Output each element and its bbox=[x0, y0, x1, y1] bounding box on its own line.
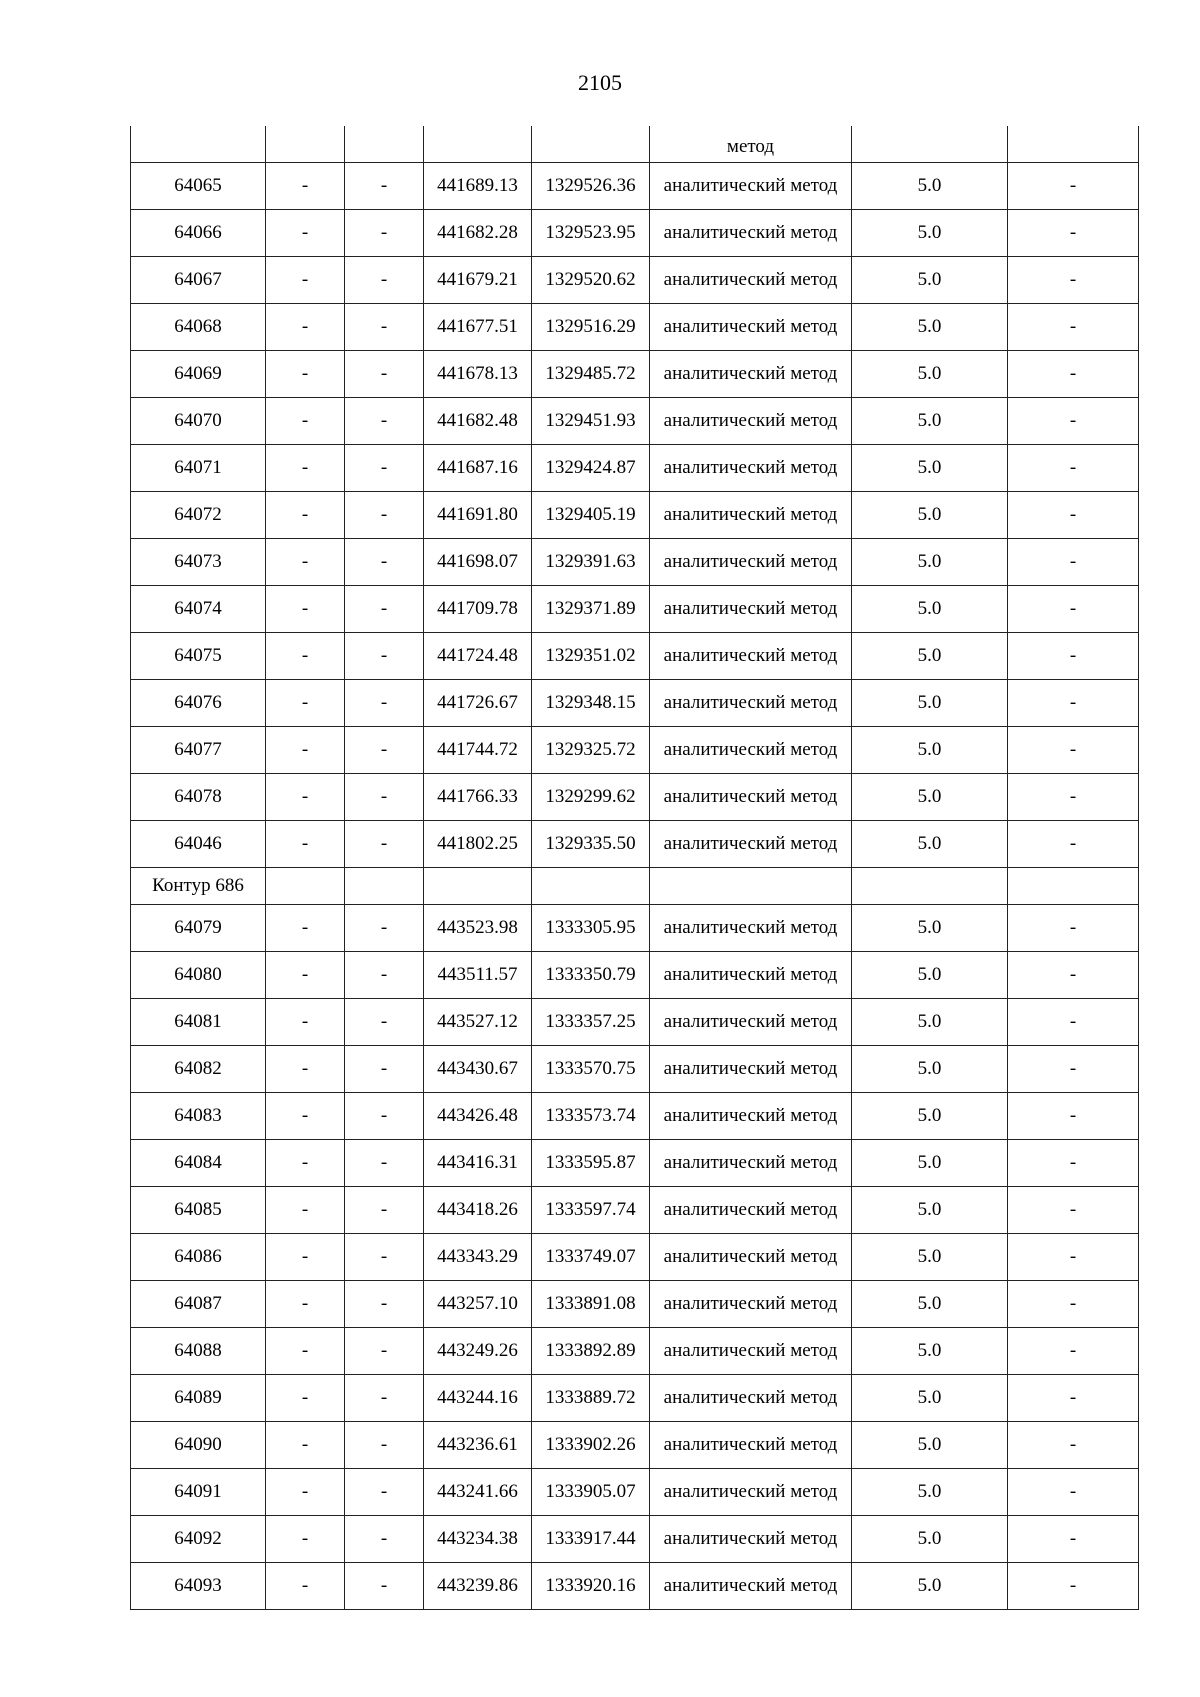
continuation-row bbox=[131, 126, 1139, 163]
method-cell: аналитический метод bbox=[650, 586, 852, 633]
col2-cell: - bbox=[266, 727, 345, 774]
accuracy-cell: 5.0 bbox=[852, 905, 1008, 952]
last-col-cell: - bbox=[1008, 1563, 1139, 1610]
point-id-cell: 64066 bbox=[131, 210, 266, 257]
table-row bbox=[131, 1140, 1139, 1187]
y-coordinate-cell: 1333305.95 bbox=[532, 905, 650, 952]
col3-cell: - bbox=[345, 1422, 424, 1469]
col3-cell: - bbox=[345, 1093, 424, 1140]
point-id-cell: 64081 bbox=[131, 999, 266, 1046]
last-col-cell: - bbox=[1008, 952, 1139, 999]
y-coordinate-cell: 1333357.25 bbox=[532, 999, 650, 1046]
method-cell: аналитический метод bbox=[650, 1469, 852, 1516]
y-coordinate-cell: 1329371.89 bbox=[532, 586, 650, 633]
col2-cell: - bbox=[266, 210, 345, 257]
method-cell: аналитический метод bbox=[650, 1375, 852, 1422]
point-id-cell: 64087 bbox=[131, 1281, 266, 1328]
y-coordinate-cell: 1329335.50 bbox=[532, 821, 650, 868]
table-row bbox=[131, 821, 1139, 868]
accuracy-cell: 5.0 bbox=[852, 774, 1008, 821]
point-id-cell: 64067 bbox=[131, 257, 266, 304]
col2-cell: - bbox=[266, 1046, 345, 1093]
x-coordinate-cell: 441678.13 bbox=[424, 351, 532, 398]
point-id-cell: 64046 bbox=[131, 821, 266, 868]
last-col-cell: - bbox=[1008, 163, 1139, 210]
method-cell: аналитический метод bbox=[650, 492, 852, 539]
x-coordinate-cell: 441726.67 bbox=[424, 680, 532, 727]
last-col-cell: - bbox=[1008, 304, 1139, 351]
accuracy-cell: 5.0 bbox=[852, 1516, 1008, 1563]
point-id-cell: 64086 bbox=[131, 1234, 266, 1281]
table-row bbox=[131, 210, 1139, 257]
col2-cell: - bbox=[266, 586, 345, 633]
last-col-cell: - bbox=[1008, 1328, 1139, 1375]
accuracy-cell: 5.0 bbox=[852, 210, 1008, 257]
table-row bbox=[131, 999, 1139, 1046]
point-id-cell: 64065 bbox=[131, 163, 266, 210]
col3-cell: - bbox=[345, 999, 424, 1046]
last-col-cell: - bbox=[1008, 1469, 1139, 1516]
last-col-cell: - bbox=[1008, 727, 1139, 774]
last-col-cell: - bbox=[1008, 1140, 1139, 1187]
accuracy-cell: 5.0 bbox=[852, 492, 1008, 539]
accuracy-cell: 5.0 bbox=[852, 351, 1008, 398]
col2-cell: - bbox=[266, 163, 345, 210]
y-coordinate-cell: 1329351.02 bbox=[532, 633, 650, 680]
accuracy-cell: 5.0 bbox=[852, 1375, 1008, 1422]
x-coordinate-cell: 441691.80 bbox=[424, 492, 532, 539]
table-row bbox=[131, 727, 1139, 774]
point-id-cell: 64078 bbox=[131, 774, 266, 821]
table-row bbox=[131, 539, 1139, 586]
x-coordinate-cell: 443343.29 bbox=[424, 1234, 532, 1281]
table-row bbox=[131, 163, 1139, 210]
method-cell: метод bbox=[650, 126, 852, 163]
table-row bbox=[131, 952, 1139, 999]
table-row bbox=[131, 633, 1139, 680]
accuracy-cell: 5.0 bbox=[852, 821, 1008, 868]
col2-cell: - bbox=[266, 492, 345, 539]
method-cell: аналитический метод bbox=[650, 257, 852, 304]
col3-cell: - bbox=[345, 539, 424, 586]
method-cell: аналитический метод bbox=[650, 952, 852, 999]
col3-cell: - bbox=[345, 163, 424, 210]
accuracy-cell: 5.0 bbox=[852, 1328, 1008, 1375]
point-id-cell: 64068 bbox=[131, 304, 266, 351]
accuracy-cell: 5.0 bbox=[852, 539, 1008, 586]
y-coordinate-cell: 1333597.74 bbox=[532, 1187, 650, 1234]
col3-cell: - bbox=[345, 1328, 424, 1375]
method-cell: аналитический метод bbox=[650, 1563, 852, 1610]
accuracy-cell: 5.0 bbox=[852, 1187, 1008, 1234]
y-coordinate-cell: 1329451.93 bbox=[532, 398, 650, 445]
method-cell: аналитический метод bbox=[650, 680, 852, 727]
col3-cell: - bbox=[345, 952, 424, 999]
y-coordinate-cell: 1333889.72 bbox=[532, 1375, 650, 1422]
y-coordinate-cell: 1329485.72 bbox=[532, 351, 650, 398]
point-id-cell: 64069 bbox=[131, 351, 266, 398]
col2-cell: - bbox=[266, 905, 345, 952]
col3-cell: - bbox=[345, 680, 424, 727]
point-id-cell: 64077 bbox=[131, 727, 266, 774]
point-id-cell: 64088 bbox=[131, 1328, 266, 1375]
col3-cell: - bbox=[345, 1469, 424, 1516]
x-coordinate-cell: 441679.21 bbox=[424, 257, 532, 304]
col2-cell: - bbox=[266, 1563, 345, 1610]
last-col-cell: - bbox=[1008, 1187, 1139, 1234]
point-id-cell: 64085 bbox=[131, 1187, 266, 1234]
last-col-cell: - bbox=[1008, 1281, 1139, 1328]
point-id-cell: 64090 bbox=[131, 1422, 266, 1469]
accuracy-cell: 5.0 bbox=[852, 1140, 1008, 1187]
y-coordinate-cell: 1329391.63 bbox=[532, 539, 650, 586]
table-row bbox=[131, 774, 1139, 821]
method-cell: аналитический метод bbox=[650, 1093, 852, 1140]
col2-cell: - bbox=[266, 1469, 345, 1516]
col2-cell: - bbox=[266, 1375, 345, 1422]
page-number: 2105 bbox=[578, 70, 622, 95]
col3-cell: - bbox=[345, 351, 424, 398]
x-coordinate-cell: 443234.38 bbox=[424, 1516, 532, 1563]
col2-cell: - bbox=[266, 398, 345, 445]
point-id-cell: 64075 bbox=[131, 633, 266, 680]
method-cell: аналитический метод bbox=[650, 210, 852, 257]
accuracy-cell: 5.0 bbox=[852, 1422, 1008, 1469]
point-id-cell: 64092 bbox=[131, 1516, 266, 1563]
table-row bbox=[131, 492, 1139, 539]
x-coordinate-cell: 441682.48 bbox=[424, 398, 532, 445]
point-id-cell: 64091 bbox=[131, 1469, 266, 1516]
col2-cell: - bbox=[266, 257, 345, 304]
col3-cell: - bbox=[345, 1140, 424, 1187]
last-col-cell: - bbox=[1008, 445, 1139, 492]
last-col-cell: - bbox=[1008, 539, 1139, 586]
y-coordinate-cell: 1333749.07 bbox=[532, 1234, 650, 1281]
point-id-cell: 64093 bbox=[131, 1563, 266, 1610]
last-col-cell: - bbox=[1008, 680, 1139, 727]
method-cell: аналитический метод bbox=[650, 445, 852, 492]
y-coordinate-cell: 1329526.36 bbox=[532, 163, 650, 210]
y-coordinate-cell: 1333905.07 bbox=[532, 1469, 650, 1516]
table-row bbox=[131, 680, 1139, 727]
accuracy-cell: 5.0 bbox=[852, 1469, 1008, 1516]
table-row bbox=[131, 1187, 1139, 1234]
x-coordinate-cell: 443236.61 bbox=[424, 1422, 532, 1469]
last-col-cell: - bbox=[1008, 905, 1139, 952]
col2-cell: - bbox=[266, 952, 345, 999]
col3-cell: - bbox=[345, 633, 424, 680]
last-col-cell: - bbox=[1008, 821, 1139, 868]
col3-cell: - bbox=[345, 586, 424, 633]
x-coordinate-cell: 441802.25 bbox=[424, 821, 532, 868]
coordinates-table bbox=[130, 126, 1139, 1610]
point-id-cell: 64071 bbox=[131, 445, 266, 492]
y-coordinate-cell: 1329299.62 bbox=[532, 774, 650, 821]
y-coordinate-cell: 1333573.74 bbox=[532, 1093, 650, 1140]
y-coordinate-cell: 1329348.15 bbox=[532, 680, 650, 727]
col2-cell: - bbox=[266, 1187, 345, 1234]
y-coordinate-cell: 1333920.16 bbox=[532, 1563, 650, 1610]
point-id-cell: 64073 bbox=[131, 539, 266, 586]
last-col-cell: - bbox=[1008, 633, 1139, 680]
method-cell: аналитический метод bbox=[650, 1046, 852, 1093]
table-row bbox=[131, 304, 1139, 351]
method-cell: аналитический метод bbox=[650, 1328, 852, 1375]
table-body bbox=[131, 126, 1139, 1610]
table-row bbox=[131, 1469, 1139, 1516]
x-coordinate-cell: 443523.98 bbox=[424, 905, 532, 952]
y-coordinate-cell: 1333595.87 bbox=[532, 1140, 650, 1187]
method-cell: аналитический метод bbox=[650, 351, 852, 398]
table-row bbox=[131, 1375, 1139, 1422]
col2-cell: - bbox=[266, 1234, 345, 1281]
method-cell: аналитический метод bbox=[650, 163, 852, 210]
section-row bbox=[131, 868, 1139, 905]
y-coordinate-cell: 1329405.19 bbox=[532, 492, 650, 539]
col3-cell: - bbox=[345, 257, 424, 304]
col3-cell: - bbox=[345, 304, 424, 351]
x-coordinate-cell: 441687.16 bbox=[424, 445, 532, 492]
y-coordinate-cell: 1333891.08 bbox=[532, 1281, 650, 1328]
accuracy-cell: 5.0 bbox=[852, 586, 1008, 633]
col2-cell: - bbox=[266, 1328, 345, 1375]
last-col-cell: - bbox=[1008, 492, 1139, 539]
accuracy-cell: 5.0 bbox=[852, 727, 1008, 774]
x-coordinate-cell: 443244.16 bbox=[424, 1375, 532, 1422]
last-col-cell: - bbox=[1008, 1093, 1139, 1140]
col2-cell: - bbox=[266, 351, 345, 398]
accuracy-cell: 5.0 bbox=[852, 398, 1008, 445]
point-id-cell: 64084 bbox=[131, 1140, 266, 1187]
last-col-cell: - bbox=[1008, 1422, 1139, 1469]
y-coordinate-cell: 1333892.89 bbox=[532, 1328, 650, 1375]
method-cell: аналитический метод bbox=[650, 1187, 852, 1234]
accuracy-cell: 5.0 bbox=[852, 680, 1008, 727]
accuracy-cell: 5.0 bbox=[852, 1563, 1008, 1610]
last-col-cell: - bbox=[1008, 1516, 1139, 1563]
col3-cell: - bbox=[345, 1375, 424, 1422]
accuracy-cell: 5.0 bbox=[852, 633, 1008, 680]
x-coordinate-cell: 443426.48 bbox=[424, 1093, 532, 1140]
table-row bbox=[131, 1563, 1139, 1610]
col3-cell: - bbox=[345, 1563, 424, 1610]
col2-cell: - bbox=[266, 304, 345, 351]
x-coordinate-cell: 441677.51 bbox=[424, 304, 532, 351]
y-coordinate-cell: 1333570.75 bbox=[532, 1046, 650, 1093]
y-coordinate-cell: 1329424.87 bbox=[532, 445, 650, 492]
y-coordinate-cell: 1329516.29 bbox=[532, 304, 650, 351]
col2-cell: - bbox=[266, 1516, 345, 1563]
x-coordinate-cell: 443241.66 bbox=[424, 1469, 532, 1516]
table-row bbox=[131, 1234, 1139, 1281]
col2-cell: - bbox=[266, 633, 345, 680]
accuracy-cell: 5.0 bbox=[852, 1281, 1008, 1328]
method-cell: аналитический метод bbox=[650, 821, 852, 868]
last-col-cell: - bbox=[1008, 257, 1139, 304]
col2-cell: - bbox=[266, 1422, 345, 1469]
x-coordinate-cell: 441766.33 bbox=[424, 774, 532, 821]
x-coordinate-cell: 441724.48 bbox=[424, 633, 532, 680]
accuracy-cell: 5.0 bbox=[852, 163, 1008, 210]
col3-cell: - bbox=[345, 492, 424, 539]
x-coordinate-cell: 443249.26 bbox=[424, 1328, 532, 1375]
y-coordinate-cell: 1333350.79 bbox=[532, 952, 650, 999]
last-col-cell: - bbox=[1008, 586, 1139, 633]
accuracy-cell: 5.0 bbox=[852, 257, 1008, 304]
x-coordinate-cell: 441744.72 bbox=[424, 727, 532, 774]
point-id-cell: 64076 bbox=[131, 680, 266, 727]
point-id-cell: 64083 bbox=[131, 1093, 266, 1140]
col3-cell: - bbox=[345, 210, 424, 257]
last-col-cell: - bbox=[1008, 774, 1139, 821]
point-id-cell: 64080 bbox=[131, 952, 266, 999]
method-cell: аналитический метод bbox=[650, 304, 852, 351]
col3-cell: - bbox=[345, 774, 424, 821]
last-col-cell: - bbox=[1008, 1046, 1139, 1093]
col3-cell: - bbox=[345, 1516, 424, 1563]
table-row bbox=[131, 445, 1139, 492]
x-coordinate-cell: 441709.78 bbox=[424, 586, 532, 633]
table-row bbox=[131, 1328, 1139, 1375]
y-coordinate-cell: 1329523.95 bbox=[532, 210, 650, 257]
col2-cell: - bbox=[266, 774, 345, 821]
x-coordinate-cell: 443239.86 bbox=[424, 1563, 532, 1610]
section-label: Контур 686 bbox=[131, 868, 266, 905]
method-cell: аналитический метод bbox=[650, 1516, 852, 1563]
x-coordinate-cell: 443418.26 bbox=[424, 1187, 532, 1234]
col2-cell: - bbox=[266, 539, 345, 586]
last-col-cell: - bbox=[1008, 351, 1139, 398]
method-cell: аналитический метод bbox=[650, 774, 852, 821]
accuracy-cell: 5.0 bbox=[852, 1093, 1008, 1140]
accuracy-cell: 5.0 bbox=[852, 1046, 1008, 1093]
last-col-cell: - bbox=[1008, 999, 1139, 1046]
col3-cell: - bbox=[345, 821, 424, 868]
method-cell: аналитический метод bbox=[650, 1234, 852, 1281]
table-row bbox=[131, 398, 1139, 445]
x-coordinate-cell: 443511.57 bbox=[424, 952, 532, 999]
accuracy-cell: 5.0 bbox=[852, 1234, 1008, 1281]
accuracy-cell: 5.0 bbox=[852, 304, 1008, 351]
table-row bbox=[131, 1422, 1139, 1469]
col2-cell: - bbox=[266, 821, 345, 868]
last-col-cell: - bbox=[1008, 210, 1139, 257]
col3-cell: - bbox=[345, 727, 424, 774]
col2-cell: - bbox=[266, 1093, 345, 1140]
col2-cell: - bbox=[266, 999, 345, 1046]
method-cell: аналитический метод bbox=[650, 905, 852, 952]
table-row bbox=[131, 257, 1139, 304]
last-col-cell: - bbox=[1008, 1234, 1139, 1281]
x-coordinate-cell: 443527.12 bbox=[424, 999, 532, 1046]
point-id-cell: 64082 bbox=[131, 1046, 266, 1093]
y-coordinate-cell: 1329520.62 bbox=[532, 257, 650, 304]
y-coordinate-cell: 1329325.72 bbox=[532, 727, 650, 774]
x-coordinate-cell: 441689.13 bbox=[424, 163, 532, 210]
method-cell: аналитический метод bbox=[650, 539, 852, 586]
col2-cell: - bbox=[266, 1281, 345, 1328]
col3-cell: - bbox=[345, 398, 424, 445]
y-coordinate-cell: 1333902.26 bbox=[532, 1422, 650, 1469]
last-col-cell: - bbox=[1008, 1375, 1139, 1422]
method-cell: аналитический метод bbox=[650, 1140, 852, 1187]
last-col-cell: - bbox=[1008, 398, 1139, 445]
method-cell: аналитический метод bbox=[650, 727, 852, 774]
col3-cell: - bbox=[345, 1281, 424, 1328]
accuracy-cell: 5.0 bbox=[852, 999, 1008, 1046]
method-cell: аналитический метод bbox=[650, 1281, 852, 1328]
table-row bbox=[131, 586, 1139, 633]
method-cell: аналитический метод bbox=[650, 633, 852, 680]
x-coordinate-cell: 441682.28 bbox=[424, 210, 532, 257]
table-row bbox=[131, 1093, 1139, 1140]
point-id-cell: 64089 bbox=[131, 1375, 266, 1422]
table-row bbox=[131, 1046, 1139, 1093]
x-coordinate-cell: 443416.31 bbox=[424, 1140, 532, 1187]
y-coordinate-cell: 1333917.44 bbox=[532, 1516, 650, 1563]
table-row bbox=[131, 1516, 1139, 1563]
col3-cell: - bbox=[345, 905, 424, 952]
accuracy-cell: 5.0 bbox=[852, 445, 1008, 492]
accuracy-cell: 5.0 bbox=[852, 952, 1008, 999]
col2-cell: - bbox=[266, 445, 345, 492]
point-id-cell: 64079 bbox=[131, 905, 266, 952]
x-coordinate-cell: 441698.07 bbox=[424, 539, 532, 586]
point-id-cell: 64074 bbox=[131, 586, 266, 633]
table-row bbox=[131, 351, 1139, 398]
col3-cell: - bbox=[345, 1187, 424, 1234]
table-row bbox=[131, 905, 1139, 952]
table-row bbox=[131, 1281, 1139, 1328]
x-coordinate-cell: 443430.67 bbox=[424, 1046, 532, 1093]
col3-cell: - bbox=[345, 1234, 424, 1281]
method-cell: аналитический метод bbox=[650, 1422, 852, 1469]
col3-cell: - bbox=[345, 1046, 424, 1093]
method-cell: аналитический метод bbox=[650, 999, 852, 1046]
point-id-cell: 64070 bbox=[131, 398, 266, 445]
method-cell: аналитический метод bbox=[650, 398, 852, 445]
point-id-cell: 64072 bbox=[131, 492, 266, 539]
col2-cell: - bbox=[266, 1140, 345, 1187]
x-coordinate-cell: 443257.10 bbox=[424, 1281, 532, 1328]
col2-cell: - bbox=[266, 680, 345, 727]
col3-cell: - bbox=[345, 445, 424, 492]
